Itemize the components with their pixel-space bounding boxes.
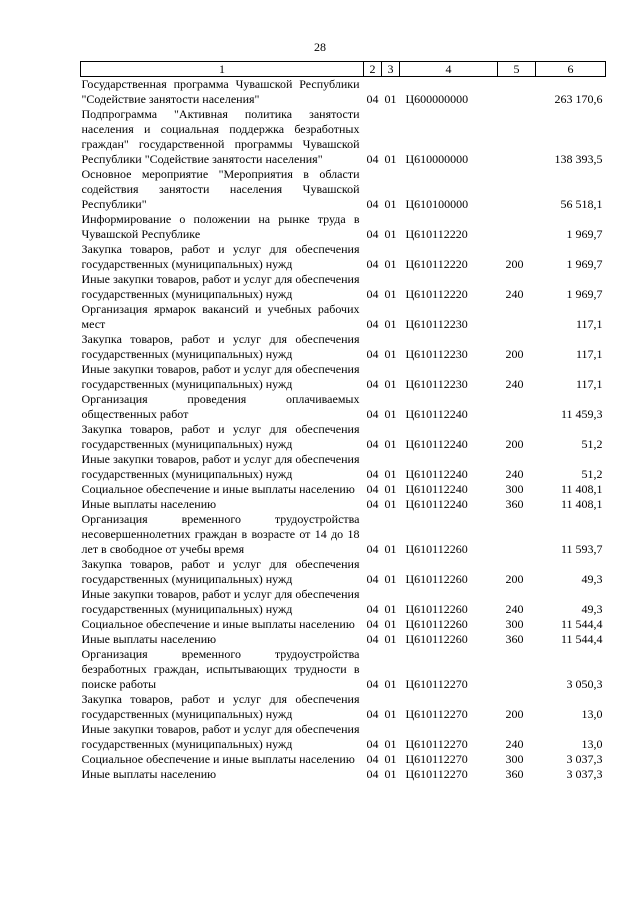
target-article-code: Ц610112240: [405, 407, 468, 421]
expense-type-code: 300: [505, 617, 524, 631]
item-name: Основное мероприятие "Мероприятия в области содействия занятости населения Чувашской Республики": [81, 167, 360, 211]
expense-type-code: 360: [505, 767, 524, 781]
section-code: 04: [366, 752, 379, 766]
item-name: Закупка товаров, работ и услуг для обеспечения государственных (муниципальных) нужд: [81, 692, 360, 721]
target-article-code: Ц610112270: [405, 707, 468, 721]
expense-type-code: [498, 302, 536, 332]
amount: 117,1: [575, 347, 603, 361]
subsection-code: 01: [384, 497, 397, 511]
column-header: 3: [382, 62, 400, 77]
section-code: 04: [366, 377, 379, 391]
subsection-code: 01: [384, 287, 397, 301]
table-row: [81, 167, 606, 212]
item-name: Организация ярмарок вакансий и учебных рабочих мест: [81, 302, 360, 331]
section-code: 04: [366, 497, 379, 511]
subsection-code: 01: [384, 602, 397, 616]
amount: 11 593,7: [560, 542, 603, 556]
table-row: [81, 77, 606, 108]
target-article-code: Ц610112220: [405, 287, 468, 301]
item-name: Закупка товаров, работ и услуг для обеспечения государственных (муниципальных) нужд: [81, 332, 360, 361]
item-name: Иные закупки товаров, работ и услуг для обеспечения государственных (муниципальных) нужд: [81, 452, 360, 481]
expense-type-code: 200: [505, 707, 524, 721]
expense-type-code: 200: [505, 437, 524, 451]
target-article-code: Ц610112230: [405, 317, 468, 331]
subsection-code: 01: [384, 152, 397, 166]
amount: 1 969,7: [566, 227, 603, 241]
amount: 3 037,3: [566, 767, 603, 781]
item-name: Закупка товаров, работ и услуг для обеспечения государственных (муниципальных) нужд: [81, 242, 360, 271]
budget-table: [80, 61, 606, 782]
amount: 11 544,4: [560, 617, 603, 631]
target-article-code: Ц610112260: [405, 602, 468, 616]
target-article-code: Ц610112270: [405, 752, 468, 766]
subsection-code: 01: [384, 437, 397, 451]
table-header-row: [81, 62, 606, 77]
amount: 11 408,1: [560, 482, 603, 496]
table-row: [81, 617, 606, 632]
column-header: 5: [498, 62, 536, 77]
section-code: 04: [366, 677, 379, 691]
table-row: [81, 497, 606, 512]
subsection-code: 01: [384, 377, 397, 391]
subsection-code: 01: [384, 257, 397, 271]
target-article-code: Ц610112240: [405, 497, 468, 511]
subsection-code: 01: [384, 617, 397, 631]
item-name: Иные выплаты населению: [81, 497, 217, 511]
item-name: Подпрограмма "Активная политика занятости населения и социальная поддержка безработных граждан" государственной программы Чувашской Республики "Содействие занятости населения": [81, 107, 360, 166]
table-row: [81, 647, 606, 692]
section-code: 04: [366, 227, 379, 241]
item-name: Организация временного трудоустройства несовершеннолетних граждан в возрасте от 14 до 18 лет в свободное от учебы время: [81, 512, 360, 556]
amount: 13,0: [581, 707, 603, 721]
section-code: 04: [366, 482, 379, 496]
column-header: 2: [364, 62, 382, 77]
table-row: [81, 692, 606, 722]
table-row: [81, 302, 606, 332]
amount: 11 544,4: [560, 632, 603, 646]
table-row: [81, 107, 606, 167]
expense-type-code: 200: [505, 347, 524, 361]
section-code: 04: [366, 437, 379, 451]
subsection-code: 01: [384, 482, 397, 496]
item-name: Организация временного трудоустройства безработных граждан, испытывающих трудности в поиске работы: [81, 647, 360, 691]
item-name: Закупка товаров, работ и услуг для обеспечения государственных (муниципальных) нужд: [81, 422, 360, 451]
item-name: Социальное обеспечение и иные выплаты населению: [81, 482, 355, 496]
target-article-code: Ц610112240: [405, 482, 468, 496]
table-row: [81, 767, 606, 782]
section-code: 04: [366, 542, 379, 556]
expense-type-code: [498, 107, 536, 167]
section-code: 04: [366, 92, 379, 106]
target-article-code: Ц610112260: [405, 632, 468, 646]
table-row: [81, 362, 606, 392]
subsection-code: 01: [384, 92, 397, 106]
amount: 51,2: [581, 437, 603, 451]
table-row: [81, 242, 606, 272]
expense-type-code: 240: [505, 602, 524, 616]
amount: 3 050,3: [566, 677, 603, 691]
subsection-code: 01: [384, 767, 397, 781]
section-code: 04: [366, 767, 379, 781]
item-name: Информирование о положении на рынке труда в Чувашской Республике: [81, 212, 360, 241]
item-name: Иные закупки товаров, работ и услуг для обеспечения государственных (муниципальных) нужд: [81, 362, 360, 391]
table-row: [81, 452, 606, 482]
table-row: [81, 632, 606, 647]
subsection-code: 01: [384, 347, 397, 361]
amount: 1 969,7: [566, 287, 603, 301]
expense-type-code: 360: [505, 632, 524, 646]
table-row: [81, 482, 606, 497]
target-article-code: Ц610112260: [405, 542, 468, 556]
subsection-code: 01: [384, 317, 397, 331]
table-row: [81, 587, 606, 617]
item-name: Закупка товаров, работ и услуг для обеспечения государственных (муниципальных) нужд: [81, 557, 360, 586]
table-row: [81, 752, 606, 767]
table-row: [81, 212, 606, 242]
section-code: 04: [366, 632, 379, 646]
amount: 51,2: [581, 467, 603, 481]
subsection-code: 01: [384, 197, 397, 211]
expense-type-code: [498, 512, 536, 557]
subsection-code: 01: [384, 542, 397, 556]
subsection-code: 01: [384, 752, 397, 766]
target-article-code: Ц610112260: [405, 572, 468, 586]
expense-type-code: 200: [505, 572, 524, 586]
table-body: [81, 77, 606, 783]
target-article-code: Ц610112240: [405, 467, 468, 481]
section-code: 04: [366, 197, 379, 211]
expense-type-code: [498, 212, 536, 242]
section-code: 04: [366, 407, 379, 421]
section-code: 04: [366, 347, 379, 361]
amount: 49,3: [581, 572, 603, 586]
target-article-code: Ц610112260: [405, 617, 468, 631]
table-row: [81, 557, 606, 587]
table-row: [81, 422, 606, 452]
column-header: 6: [536, 62, 606, 77]
target-article-code: Ц610100000: [405, 197, 469, 211]
target-article-code: Ц610112220: [405, 227, 468, 241]
expense-type-code: [498, 647, 536, 692]
subsection-code: 01: [384, 677, 397, 691]
target-article-code: Ц610112270: [405, 677, 468, 691]
item-name: Иные закупки товаров, работ и услуг для обеспечения государственных (муниципальных) нужд: [81, 272, 360, 301]
column-header: 1: [81, 62, 364, 77]
table-row: [81, 392, 606, 422]
section-code: 04: [366, 707, 379, 721]
amount: 11 459,3: [560, 407, 603, 421]
section-code: 04: [366, 152, 379, 166]
expense-type-code: [498, 77, 536, 108]
amount: 3 037,3: [566, 752, 603, 766]
expense-type-code: [498, 167, 536, 212]
section-code: 04: [366, 467, 379, 481]
table-row: [81, 332, 606, 362]
target-article-code: Ц600000000: [405, 92, 469, 106]
expense-type-code: 240: [505, 467, 524, 481]
subsection-code: 01: [384, 572, 397, 586]
amount: 117,1: [575, 377, 603, 391]
subsection-code: 01: [384, 707, 397, 721]
target-article-code: Ц610000000: [405, 152, 469, 166]
section-code: 04: [366, 317, 379, 331]
target-article-code: Ц610112270: [405, 767, 468, 781]
table-row: [81, 272, 606, 302]
amount: 13,0: [581, 737, 603, 751]
amount: 49,3: [581, 602, 603, 616]
expense-type-code: 240: [505, 287, 524, 301]
item-name: Иные выплаты населению: [81, 632, 217, 646]
expense-type-code: 240: [505, 737, 524, 751]
subsection-code: 01: [384, 227, 397, 241]
expense-type-code: [498, 392, 536, 422]
section-code: 04: [366, 617, 379, 631]
subsection-code: 01: [384, 407, 397, 421]
expense-type-code: 200: [505, 257, 524, 271]
section-code: 04: [366, 257, 379, 271]
item-name: Иные выплаты населению: [81, 767, 217, 781]
amount: 263 170,6: [554, 92, 603, 106]
amount: 11 408,1: [560, 497, 603, 511]
target-article-code: Ц610112220: [405, 257, 468, 271]
target-article-code: Ц610112230: [405, 377, 468, 391]
column-header: 4: [400, 62, 498, 77]
subsection-code: 01: [384, 737, 397, 751]
expense-type-code: 300: [505, 482, 524, 496]
page-number: 28: [314, 40, 326, 54]
target-article-code: Ц610112240: [405, 437, 468, 451]
item-name: Иные закупки товаров, работ и услуг для обеспечения государственных (муниципальных) нужд: [81, 587, 360, 616]
section-code: 04: [366, 602, 379, 616]
item-name: Государственная программа Чувашской Республики "Содействие занятости населения": [81, 77, 360, 106]
section-code: 04: [366, 572, 379, 586]
table-row: [81, 722, 606, 752]
expense-type-code: 240: [505, 377, 524, 391]
expense-type-code: 360: [505, 497, 524, 511]
target-article-code: Ц610112230: [405, 347, 468, 361]
subsection-code: 01: [384, 632, 397, 646]
expense-type-code: 300: [505, 752, 524, 766]
item-name: Социальное обеспечение и иные выплаты населению: [81, 752, 355, 766]
subsection-code: 01: [384, 467, 397, 481]
table-row: [81, 512, 606, 557]
amount: 117,1: [575, 317, 603, 331]
item-name: Иные закупки товаров, работ и услуг для обеспечения государственных (муниципальных) нужд: [81, 722, 360, 751]
section-code: 04: [366, 287, 379, 301]
target-article-code: Ц610112270: [405, 737, 468, 751]
amount: 1 969,7: [566, 257, 603, 271]
amount: 56 518,1: [560, 197, 603, 211]
section-code: 04: [366, 737, 379, 751]
amount: 138 393,5: [554, 152, 603, 166]
item-name: Организация проведения оплачиваемых общественных работ: [81, 392, 360, 421]
item-name: Социальное обеспечение и иные выплаты населению: [81, 617, 355, 631]
